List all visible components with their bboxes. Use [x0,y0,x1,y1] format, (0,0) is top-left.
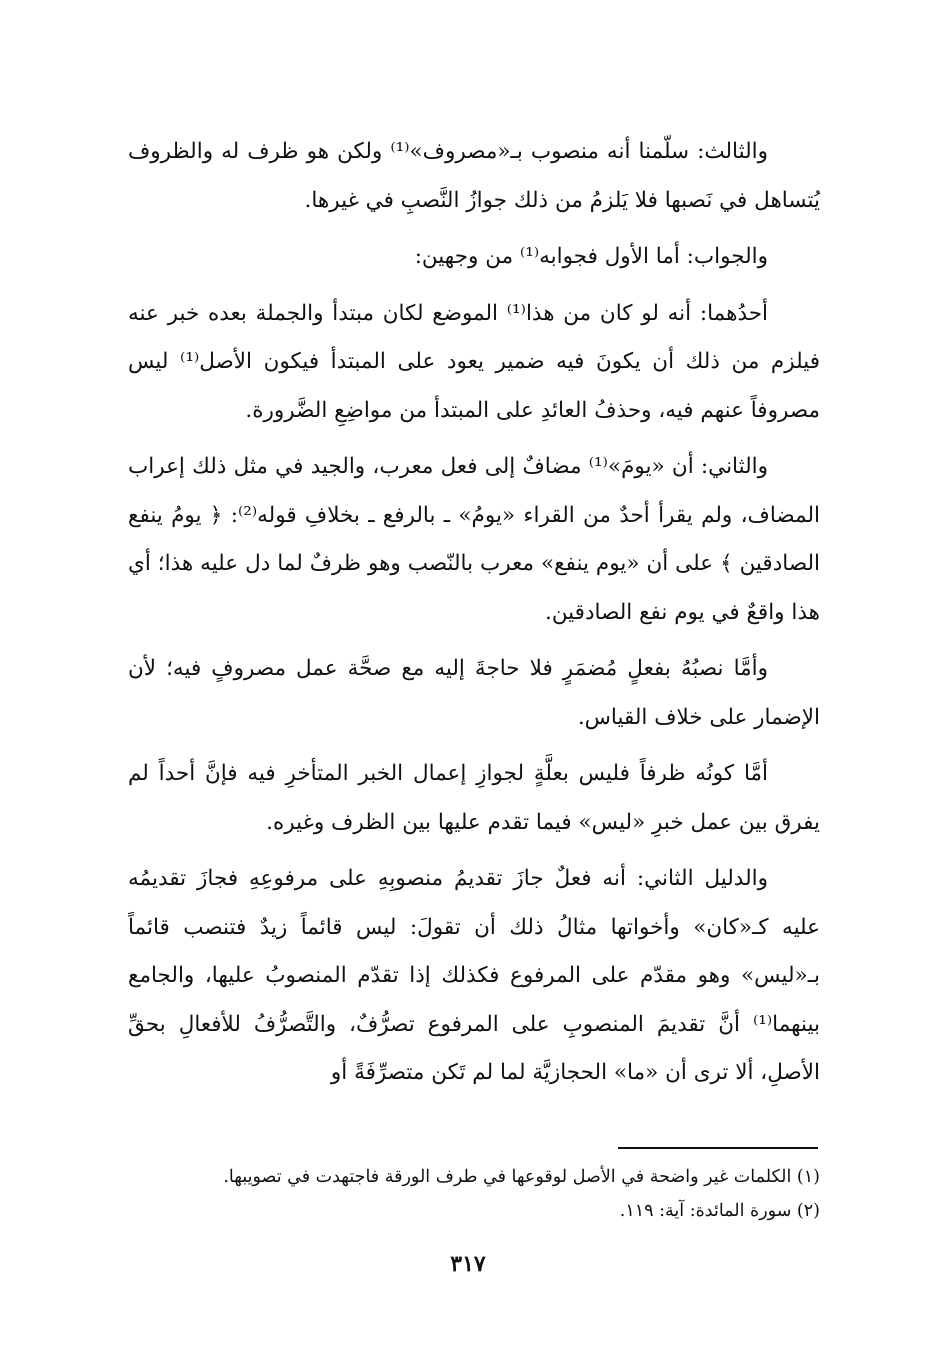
footnote-divider [618,1147,818,1149]
paragraph-implied-verb: وأمَّا نصبُهُ بفعلٍ مُضمَرٍ فلا حاجةَ إليه مع صحَّة عمل مصروفٍ فيه؛ لأن الإضمار على خلاف القياس. [128,656,820,730]
main-text [128,128,820,1106]
footnote-1: (١) الكلمات غير واضحة في الأصل لوقوعها في طرف الورقة فاجتهدت في تصويبها. [223,1167,820,1187]
footnote-2: (٢) سورة المائدة: آية: ١١٩. [619,1201,820,1221]
paragraph-second-aspect: والثاني: أن «يومَ»⁽¹⁾ مضافٌ إلى فعل معرب، والجيد في مثل ذلك إعراب المضاف، ولم يقرأ أحدٌ من القراء «يومُ» ـ بالرفع ـ بخلافِ قوله⁽²⁾: ﴿ يومُ ينفع الصادقين ﴾ على أن «يوم ينفع» معرب بالنّصب وهو ظرفٌ لما دل عليه هذا؛ أي هذا واقعٌ في يوم نفع الصادقين. [128,454,820,625]
paragraph-answer-intro: والجواب: أما الأول فجوابه⁽¹⁾ من وجهين: [414,244,768,269]
paragraph-adverb-reason: أمَّا كونُه ظرفاً فليس بعلَّةٍ لجوازِ إعمال الخبر المتأخرِ فيه فإنَّ أحداً لم يفرق بين عمل خبرِ «ليس» فيما تقدم عليها بين الظرف وغيره. [128,761,820,835]
paragraph-third-objection: والثالث: سلّمنا أنه منصوب بـ«مصروف»⁽¹⁾ ولكن هو ظرف له والظروف يُتساهل في نَصبها فلا يَلزمُ من ذلك جوازُ النَّصبِ في غيرها. [128,139,820,213]
page-number: ٣١٧ [450,1251,486,1277]
paragraph-second-evidence: والدليل الثاني: أنه فعلٌ جازَ تقديمُ منصوبِهِ على مرفوعِهِ فجازَ تقديمُه عليه كـ«كان» وأخواتها مثالُ ذلك أن تقولَ: ليس قائماً زيدٌ فتنصب قائماً بـ«ليس» وهو مقدّم على المرفوع فكذلك إذا تقدّم المنصوبُ عليها، والجامع بينهما⁽¹⁾ أنَّ تقديمَ المنصوبِ على المرفوع تصرُّفٌ، والتَّصرُّفُ للأفعالِ بحقِّ الأصلِ، ألا ترى أن «ما» الحجازيَّة لما لم تَكن متصرِّفَةً أو [128,866,820,1085]
paragraph-first-aspect: أحدُهما: أنه لو كان من هذا⁽¹⁾ الموضع لكان مبتدأ والجملة بعده خبر عنه فيلزم من ذلك أن يكونَ فيه ضمير يعود على المبتدأ فيكون الأصل⁽¹⁾ ليس مصروفاً عنهم فيه، وحذفُ العائدِ على المبتدأ من مواضِعِ الضَّرورة. [128,300,820,423]
footnotes [128,1160,820,1228]
